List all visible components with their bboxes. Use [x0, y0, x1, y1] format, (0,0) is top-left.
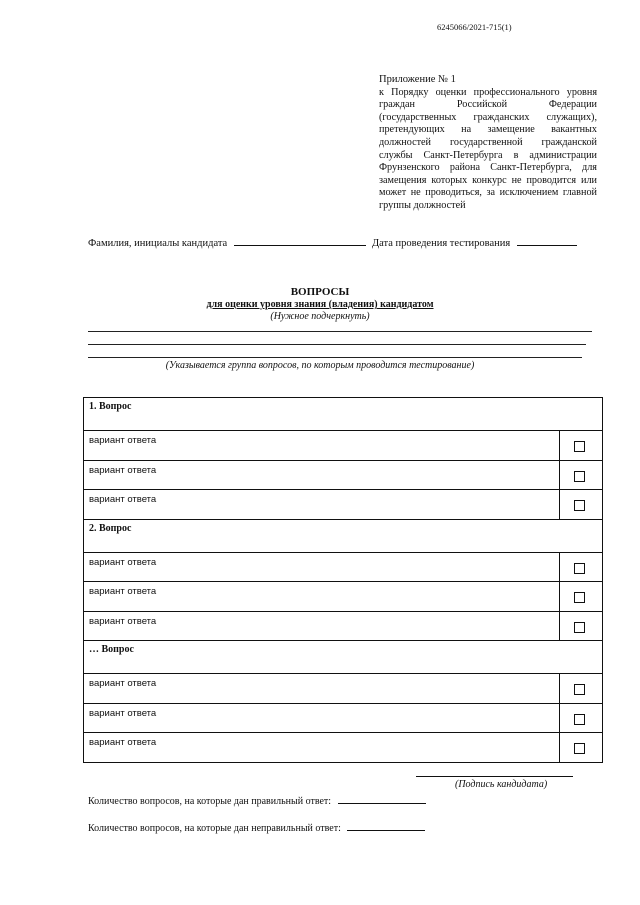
correct-count-blank[interactable] [338, 793, 426, 804]
answer-label: вариант ответа [89, 464, 157, 476]
test-date-label: Дата проведения тестирования [372, 238, 511, 249]
test-date-blank[interactable] [517, 235, 577, 246]
incorrect-count-label: Количество вопросов, на которые дан неправильный ответ: [88, 823, 341, 834]
candidate-name-field [88, 235, 366, 249]
correct-count-field [88, 793, 426, 807]
incorrect-count-blank[interactable] [347, 820, 425, 831]
answer-row [84, 431, 602, 461]
question-group-note: (Указывается группа вопросов, по которым проводится тестирование) [165, 360, 475, 371]
answer-label: вариант ответа [89, 556, 157, 568]
candidate-name-blank[interactable] [234, 235, 366, 246]
group-blank-line-2[interactable] [88, 344, 586, 345]
answer-row [84, 674, 602, 704]
question-row [84, 398, 602, 431]
answer-row [84, 553, 602, 583]
answer-row [84, 704, 602, 734]
signature-line[interactable] [416, 776, 573, 777]
answer-checkbox[interactable] [574, 441, 585, 452]
answer-checkbox[interactable] [574, 743, 585, 754]
document-id: 6245066/2021-715(1) [437, 22, 512, 32]
answer-row [84, 461, 602, 491]
answer-checkbox[interactable] [574, 622, 585, 633]
appendix-body: к Порядку оценки профессионального уровня граждан Российской Федерации (государственных гражданских служащих), претендующих на замещение вакантных должностей государственной гражданской службы Санкт-Петербурга в администрации Фрунзенского района Санкт-Петербурга, для замещения которых конкурс не проводится или может не проводиться, за исключением главной группы должностей [379, 86, 597, 211]
question-row [84, 641, 602, 674]
appendix-block [379, 74, 597, 213]
group-blank-line-1[interactable] [88, 331, 592, 332]
answer-checkbox[interactable] [574, 500, 585, 511]
signature-note: (Подпись кандидата) [455, 779, 548, 790]
underline-note: (Нужное подчеркнуть) [270, 311, 370, 322]
questions-title: ВОПРОСЫ [290, 286, 350, 298]
question-label: … Вопрос [89, 644, 134, 655]
answer-row [84, 490, 602, 520]
answer-label: вариант ответа [89, 737, 157, 748]
questions-table [83, 397, 603, 763]
question-label: 1. Вопрос [89, 401, 132, 412]
question-label: 2. Вопрос [89, 522, 132, 534]
test-date-field [372, 235, 577, 249]
answer-row [84, 612, 602, 642]
answer-label: вариант ответа [89, 707, 157, 719]
answer-checkbox[interactable] [574, 592, 585, 603]
candidate-name-label: Фамилия, инициалы кандидата [88, 238, 228, 249]
answer-checkbox[interactable] [574, 563, 585, 574]
answer-label: вариант ответа [89, 678, 157, 689]
answer-row [84, 733, 602, 763]
questions-subtitle: для оценки уровня знания (владения) кандидатом [206, 299, 434, 310]
answer-row [84, 582, 602, 612]
answer-checkbox[interactable] [574, 714, 585, 725]
answer-label: вариант ответа [89, 615, 157, 627]
answer-checkbox[interactable] [574, 471, 585, 482]
answer-label: вариант ответа [89, 494, 157, 505]
correct-count-label: Количество вопросов, на которые дан правильный ответ: [88, 796, 332, 807]
answer-checkbox[interactable] [574, 684, 585, 695]
answer-label: вариант ответа [89, 586, 157, 597]
incorrect-count-field [88, 820, 425, 834]
appendix-title: Приложение № 1 [379, 74, 456, 85]
answer-label: вариант ответа [89, 435, 157, 446]
group-blank-line-3[interactable] [88, 357, 582, 358]
question-row [84, 520, 602, 553]
